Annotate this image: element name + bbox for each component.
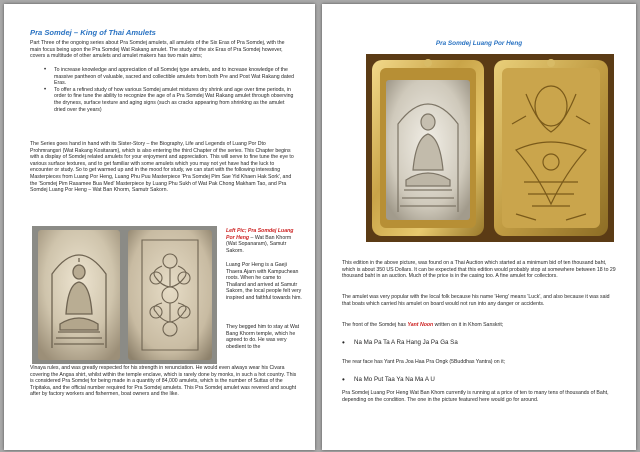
auction-paragraph: This edition in the above picture, was found on a Thai Auction which started at a minimum bid of ten thousand baht, which is about 350 US Dollars. It can be expected that this edition would probably stop at somewhere between 18 to 29 thousand baht in an auction. Much of the price is in the casing too. A fine amulet for collectors. xyxy=(342,260,616,280)
yant-noon-label: Yant Noon xyxy=(407,322,434,328)
aim-item: • To increase knowledge and appreciation of all Somdej type amulets, and to increase knowledge of the massive pantheon of valuable, sacred and collectible amulets from both Pre and Post Wat Rakang dated Eras. xyxy=(42,67,296,87)
front-yant-paragraph xyxy=(342,322,618,329)
heng-temple-paragraph: They begged him to stay at Wat Bang Khorm temple, which he agreed to do. He was very obedient to the xyxy=(226,324,300,350)
rear-mantra-text: Na Mo Put Taa Ya Na Ma A U xyxy=(354,376,435,383)
bullet-dot: • xyxy=(342,338,345,347)
intro-paragraph: Part Three of the ongoing series about Pra Somdej amulets, all amulets of the Six Eras of Pra Somdej, with the main focus being upon the Pra Somdej Wat Rakang amulet. The study of the six Eras of Pra Somdej however, covers a multitude of other amulets and amulet makers has two main aims; xyxy=(30,40,285,60)
left-page xyxy=(4,4,315,450)
front-mantra-text: Na Ma Pa Ta A Ra Hang Ja Pa Ga Sa xyxy=(354,339,458,346)
price-paragraph: Pra Somdej Luang Por Heng Wat Ban Khom currently is running at a price of ten to many tens of thousands of Baht, depending on the condition. The one in the picture featured here would go for around. xyxy=(342,390,609,403)
left-page-title: Pra Somdej – King of Thai Amulets xyxy=(30,28,156,37)
luck-paragraph: The amulet was very popular with the local folk because his name 'Heng' means 'Luck', and also because it was said that boats which carried his amulet on board would not run into any danger or accidents. xyxy=(342,294,610,307)
series-paragraph: The Series goes hand in hand with its Sister-Story – the Biography, Life and Legends of Luang Por Dto Prohmrangsri (Wat Rakang Kositaram), which is also entering the third Chapter of the series. This Chapter begins with a display of Somdej related amulets for your enjoyment and appreciation. This will serve to fine tune the eye to various surface textures, and to get familiar with some amulets which you may not yet have had the luck to encounter or study. So to get warmed up and in the mood for study, we can start with the following interesting Masterpieces from Luang Por Heng, Luang Phu Puu Masterpiece 'Pra Somdej Pim Sae Yid Khaen Hak Sork', and the 'Somdej Pim Rasamee Bua Med' Masterpiece by Luang Phu Sukh of Wat Pak Chong Makham Tao, and Pra Somdej Luang Por Heng – Wat Ban Khorm, Samutr Sakorn. xyxy=(30,141,294,194)
framed-amulet-photo xyxy=(366,54,614,242)
right-page xyxy=(322,4,636,450)
front-yant-text: The front of the Somdej has xyxy=(342,322,408,328)
caption-label: Left Pic; Pra Somdej Luang Por Heng xyxy=(226,228,294,241)
right-page-title: Pra Somdej Luang Por Heng xyxy=(435,40,523,47)
caption-location: – Wat Ban Khorm (Wat Sopanaram), Samutr Sakorn. xyxy=(226,234,292,254)
front-mantra xyxy=(342,339,602,346)
rear-mantra xyxy=(342,376,602,383)
aims-list xyxy=(42,67,296,113)
front-yant-text-end: written on it in Khom Sanskrit; xyxy=(433,322,504,328)
bullet-dot: • xyxy=(342,375,345,384)
heng-origin-paragraph: Luang Por Heng is a Gaeji Thaera Ajarn with Kampuchean roots. When he came to Thailand and arrived at Samutr Sakorn, the local people felt very inspired and faithful towards him. xyxy=(226,262,302,301)
rear-yant-paragraph: The rear face has Yant Pra Joa Haa Pra Ongk (5Buddhas Yantra) on it; xyxy=(342,359,506,365)
amulets-photo xyxy=(32,226,217,364)
photo-caption xyxy=(226,228,302,254)
aim-item: • To offer a refined study of how various Somdej amulet mixtures dry shrink and age over time periods, in order to fine tune the ability to recognize the age of a Pra Somdej Wat Rakang amulet through observing the dryness, surface texture and aging signs (such as cracks appearing from shrinking as the amulet dried over the years) xyxy=(42,87,296,113)
vinaya-paragraph: Vinaya rules, and was greatly respected for his strength in renunciation. He would even always wear his Civara covering the Angsa shirt, whilst within the temple enclave, which is rarely done by monks, in such a hot country. This is considered Pra Somdej for being made in a quantity of 84,000 amulets, which is the number of Suttas of the Tripitaka, and the official number required for Pra Somdej amulets. This Pra Somdej amulet was revered and sought after by factory workers and fishermen, boat owners and the like. xyxy=(30,365,297,398)
